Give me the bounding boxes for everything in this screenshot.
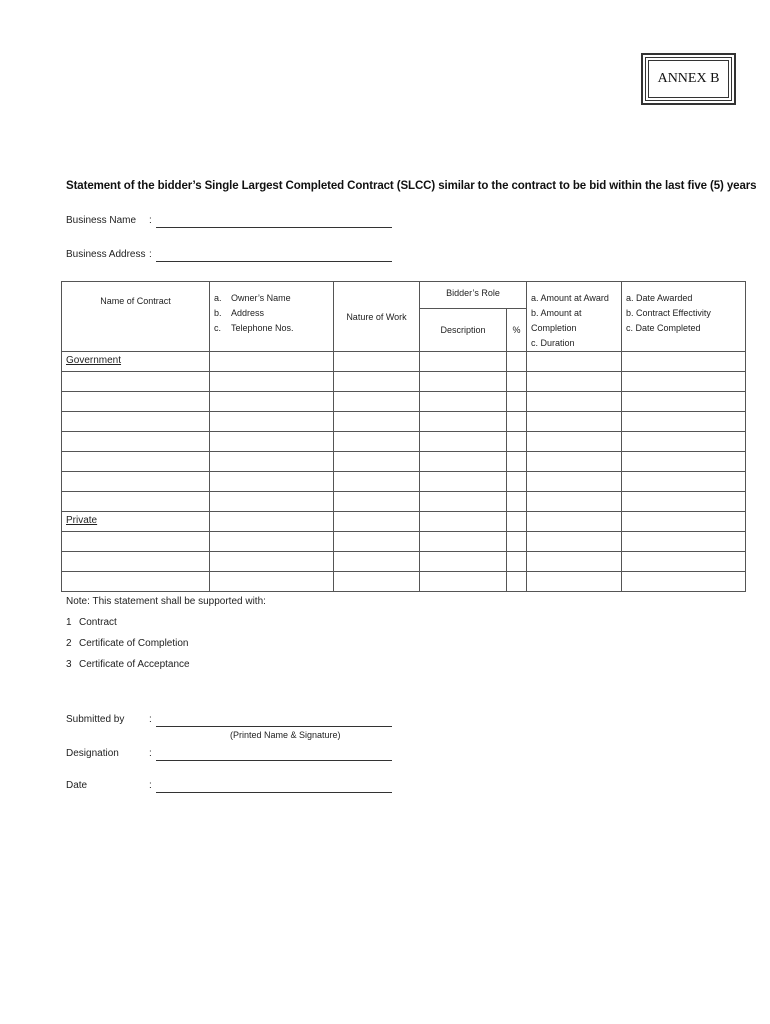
table-cell[interactable] xyxy=(62,432,210,452)
table-row xyxy=(62,572,746,592)
date-field[interactable] xyxy=(156,792,392,793)
business-name-field[interactable] xyxy=(156,227,392,228)
table-cell[interactable] xyxy=(334,572,420,592)
table-cell[interactable] xyxy=(420,452,507,472)
note-item: 1 Contract xyxy=(66,617,117,628)
header-dates xyxy=(622,282,746,352)
business-address-field[interactable] xyxy=(156,261,392,262)
table-cell[interactable] xyxy=(420,572,507,592)
business-name-label: Business Name xyxy=(66,215,137,226)
table-cell[interactable] xyxy=(420,412,507,432)
table-cell[interactable] xyxy=(334,472,420,492)
printed-name-caption: (Printed Name & Signature) xyxy=(230,730,341,740)
header-nature-of-work: Nature of Work xyxy=(334,282,420,352)
table-cell[interactable] xyxy=(210,472,334,492)
designation-colon: : xyxy=(149,748,152,759)
table-cell[interactable] xyxy=(507,572,527,592)
table-cell[interactable] xyxy=(527,552,622,572)
table-cell[interactable] xyxy=(62,412,210,432)
table-cell[interactable] xyxy=(334,532,420,552)
table-cell[interactable] xyxy=(507,492,527,512)
table-cell[interactable] xyxy=(507,512,527,532)
table-cell[interactable] xyxy=(420,352,507,372)
header-amount-item: a. Amount at Award xyxy=(531,293,609,303)
table-cell[interactable] xyxy=(622,412,746,432)
table-cell[interactable] xyxy=(622,532,746,552)
table-cell[interactable] xyxy=(507,552,527,572)
designation-field[interactable] xyxy=(156,760,392,761)
table-cell[interactable] xyxy=(527,512,622,532)
table-cell[interactable] xyxy=(334,432,420,452)
table-cell[interactable] xyxy=(210,392,334,412)
table-cell[interactable] xyxy=(420,492,507,512)
business-address-label: Business Address xyxy=(66,249,146,260)
date-label: Date xyxy=(66,780,88,791)
table-row xyxy=(62,352,746,372)
table-cell[interactable] xyxy=(62,572,210,592)
table-cell[interactable] xyxy=(527,452,622,472)
table-cell[interactable] xyxy=(334,452,420,472)
table-cell[interactable] xyxy=(210,532,334,552)
header-owner-item: a. Owner’s Name xyxy=(214,293,291,303)
notes-block xyxy=(66,591,266,675)
table-cell[interactable] xyxy=(210,352,334,372)
header-owner-item: c. Telephone Nos. xyxy=(214,323,294,333)
table-cell[interactable] xyxy=(62,392,210,412)
table-cell[interactable] xyxy=(527,392,622,412)
table-cell[interactable] xyxy=(507,412,527,432)
table-cell[interactable] xyxy=(507,372,527,392)
table-cell[interactable] xyxy=(420,392,507,412)
table-cell[interactable] xyxy=(420,472,507,492)
table-cell[interactable] xyxy=(622,572,746,592)
table-cell[interactable] xyxy=(334,412,420,432)
table-cell[interactable] xyxy=(334,552,420,572)
table-cell[interactable] xyxy=(210,432,334,452)
note-item: 3 Certificate of Acceptance xyxy=(66,659,190,670)
table-cell[interactable] xyxy=(527,492,622,512)
table-cell[interactable] xyxy=(210,552,334,572)
table-cell[interactable] xyxy=(507,532,527,552)
slcc-table xyxy=(61,281,746,592)
table-cell[interactable] xyxy=(622,452,746,472)
header-dates-item: b. Contract Effectivity xyxy=(626,308,711,318)
table-cell[interactable] xyxy=(622,352,746,372)
table-row xyxy=(62,512,746,532)
table-row xyxy=(62,372,746,392)
designation-label: Designation xyxy=(66,748,119,759)
table-cell[interactable] xyxy=(334,492,420,512)
table-cell[interactable] xyxy=(507,392,527,412)
table-cell[interactable] xyxy=(527,532,622,552)
table-cell[interactable] xyxy=(420,512,507,532)
header-owner-item: b. Address xyxy=(214,308,265,318)
table-row xyxy=(62,432,746,452)
table-cell[interactable] xyxy=(62,372,210,392)
table-cell[interactable] xyxy=(527,432,622,452)
business-address-colon: : xyxy=(149,249,152,260)
table-cell[interactable] xyxy=(62,492,210,512)
table-cell[interactable] xyxy=(527,572,622,592)
header-description: Description xyxy=(420,308,507,351)
table-cell[interactable] xyxy=(334,512,420,532)
header-amount xyxy=(527,282,622,352)
form-heading: Statement of the bidder’s Single Largest Completed Contract (SLCC) similar to the contract to be bid within the last five (5) years xyxy=(66,180,757,192)
table-cell[interactable] xyxy=(210,572,334,592)
table-cell[interactable] xyxy=(210,492,334,512)
table-cell[interactable] xyxy=(210,512,334,532)
table-cell[interactable] xyxy=(622,492,746,512)
table-cell[interactable] xyxy=(420,372,507,392)
table-cell[interactable] xyxy=(507,432,527,452)
table-cell[interactable] xyxy=(210,412,334,432)
table-cell[interactable] xyxy=(334,392,420,412)
business-name-colon: : xyxy=(149,215,152,226)
table-cell[interactable] xyxy=(527,352,622,372)
table-cell[interactable] xyxy=(622,552,746,572)
table-cell[interactable] xyxy=(507,452,527,472)
table-cell[interactable] xyxy=(622,512,746,532)
table-row xyxy=(62,552,746,572)
annex-box xyxy=(641,53,736,105)
submitted-by-field[interactable] xyxy=(156,726,392,727)
submitted-by-label: Submitted by xyxy=(66,714,125,725)
date-colon: : xyxy=(149,780,152,791)
header-amount-item: b. Amount at Completion xyxy=(531,308,582,333)
table-row xyxy=(62,532,746,552)
table-cell[interactable] xyxy=(62,452,210,472)
submitted-by-colon: : xyxy=(149,714,152,725)
table-cell[interactable] xyxy=(210,452,334,472)
table-cell[interactable] xyxy=(420,432,507,452)
header-name-of-contract: Name of Contract xyxy=(62,282,210,352)
note-title: Note: This statement shall be supported with: xyxy=(66,596,266,607)
table-cell[interactable] xyxy=(62,532,210,552)
table-cell[interactable] xyxy=(622,372,746,392)
annex-label: ANNEX B xyxy=(648,60,729,98)
table-cell[interactable] xyxy=(62,472,210,492)
table-cell[interactable] xyxy=(622,432,746,452)
table-row xyxy=(62,412,746,432)
table-cell[interactable] xyxy=(62,552,210,572)
section-private: Private xyxy=(62,512,210,532)
header-amount-item: c. Duration xyxy=(531,338,575,348)
table-cell[interactable] xyxy=(420,532,507,552)
table-row xyxy=(62,452,746,472)
table-cell[interactable] xyxy=(527,412,622,432)
table-cell[interactable] xyxy=(527,372,622,392)
table-cell[interactable] xyxy=(507,472,527,492)
table-cell[interactable] xyxy=(622,472,746,492)
section-government: Government xyxy=(62,352,210,372)
table-row xyxy=(62,492,746,512)
table-cell[interactable] xyxy=(622,392,746,412)
table-cell[interactable] xyxy=(420,552,507,572)
header-percent: % xyxy=(507,308,527,351)
header-owner xyxy=(210,282,334,352)
table-cell[interactable] xyxy=(527,472,622,492)
table-cell[interactable] xyxy=(334,372,420,392)
table-cell[interactable] xyxy=(334,352,420,372)
table-row xyxy=(62,472,746,492)
table-cell[interactable] xyxy=(210,372,334,392)
note-item: 2 Certificate of Completion xyxy=(66,638,189,649)
table-row xyxy=(62,392,746,412)
header-dates-item: a. Date Awarded xyxy=(626,293,693,303)
table-cell[interactable] xyxy=(507,352,527,372)
header-dates-item: c. Date Completed xyxy=(626,323,701,333)
header-bidders-role: Bidder’s Role xyxy=(420,282,527,309)
